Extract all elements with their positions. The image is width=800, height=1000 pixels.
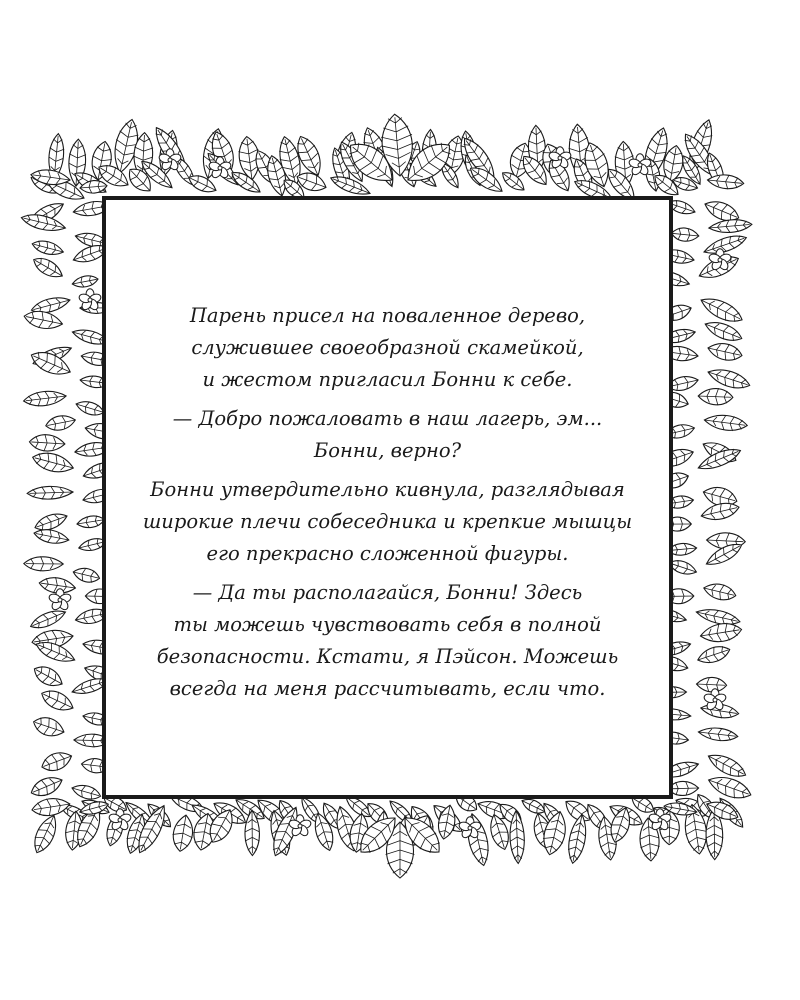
leaf-icon xyxy=(39,748,75,775)
leaf-icon xyxy=(699,621,743,645)
leaf-icon xyxy=(698,387,733,406)
text-line: всегда на меня рассчитывать, если что. xyxy=(169,677,606,700)
paragraph xyxy=(106,300,669,396)
leaf-icon xyxy=(76,514,105,529)
leaf-icon xyxy=(23,389,67,408)
text-line: — Добро пожаловать в наш лагерь, эм... xyxy=(172,407,603,430)
text-line: и жестом пригласил Бонни к себе. xyxy=(202,368,573,391)
leaf-icon xyxy=(74,398,105,418)
leaf-icon xyxy=(44,413,76,432)
leaf-icon xyxy=(24,556,64,571)
leaf-icon xyxy=(29,812,61,856)
text-line: широкие плечи собеседника и крепкие мышцы xyxy=(142,510,633,533)
leaf-icon xyxy=(31,238,65,259)
leaf-icon xyxy=(702,317,744,345)
leaf-icon xyxy=(540,809,570,857)
text-frame xyxy=(102,196,673,799)
leaf-icon xyxy=(28,606,68,633)
leaf-icon xyxy=(29,433,66,452)
text-line: Бонни утвердительно кивнула, разглядывая xyxy=(150,478,625,501)
story-text xyxy=(106,300,669,712)
leaf-icon xyxy=(170,813,196,852)
leaf-icon xyxy=(698,726,739,743)
leaf-icon xyxy=(28,772,65,800)
leaf-icon xyxy=(671,227,700,243)
text-line: его прекрасно сложенной фигуры. xyxy=(206,542,569,565)
paragraph xyxy=(106,577,669,705)
leaf-icon xyxy=(698,293,746,327)
leaf-icon xyxy=(27,486,73,500)
leaf-icon xyxy=(703,413,748,433)
text-line: служившее своеобразной скамейкой, xyxy=(191,336,584,359)
leaf-icon xyxy=(72,566,101,585)
leaf-icon xyxy=(31,795,72,818)
leaf-icon xyxy=(702,580,738,603)
leaf-icon xyxy=(30,449,75,476)
paragraph xyxy=(106,403,669,467)
leaf-icon xyxy=(706,340,744,364)
text-line: Бонни, верно? xyxy=(313,439,462,462)
leaf-icon xyxy=(706,772,754,803)
text-line: ты можешь чувствовать себя в полной xyxy=(173,613,602,636)
leaf-icon xyxy=(705,749,749,782)
leaf-icon xyxy=(708,218,752,234)
paragraph xyxy=(106,474,669,570)
leaf-icon xyxy=(31,713,67,740)
text-line: — Да ты располагайся, Бонни! Здесь xyxy=(192,581,583,604)
leaf-icon xyxy=(695,642,732,667)
leaf-icon xyxy=(71,274,99,289)
leaf-icon xyxy=(38,686,76,716)
leaf-icon xyxy=(696,677,727,693)
leaf-icon xyxy=(70,782,102,802)
leaf-icon xyxy=(30,661,66,691)
leaf-icon xyxy=(30,253,66,282)
text-line: Парень присел на поваленное дерево, xyxy=(189,304,586,327)
text-line: безопасности. Кстати, я Пэйсон. Можешь xyxy=(156,645,619,668)
leaf-icon xyxy=(22,308,64,333)
